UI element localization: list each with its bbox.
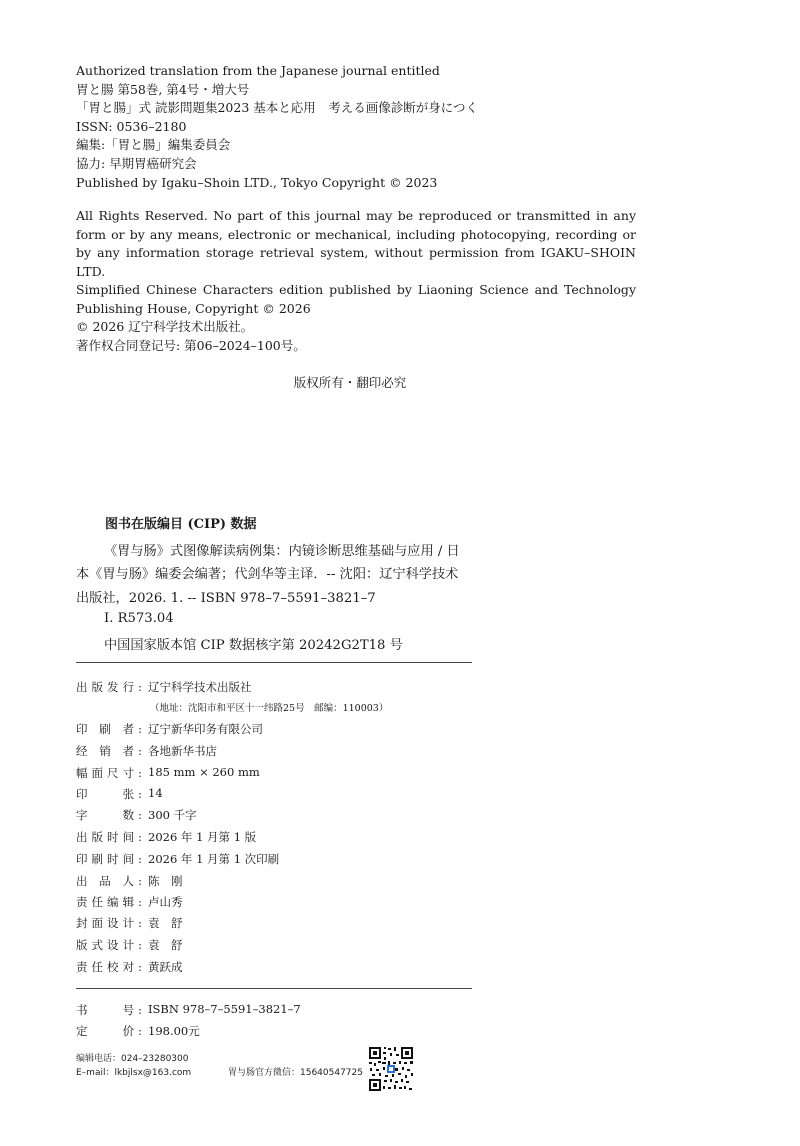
detail-row [76, 915, 183, 931]
simplified-edition-paragraph: Simplified Chinese Characters edition published by Liaoning Science and Technology Publishing House, Copyright © 2026 [76, 282, 636, 316]
copyright-line: 協力: 早期胃癌研究会 [76, 155, 197, 171]
detail-row [76, 765, 260, 781]
detail-row [76, 894, 183, 910]
copyright-block [76, 62, 478, 192]
detail-value: 卢山秀 [148, 895, 183, 909]
rights-paragraph: All Rights Reserved. No part of this journal may be reproduced or transmitted in any form or by any means, electronic or mechanical, including photocopying, recording or by any information storage retrieval system, without permission from IGAKU–SHOIN LTD. [76, 208, 636, 279]
divider [76, 662, 472, 663]
cn-copyright-line: © 2026 辽宁科学技术出版社。 [76, 319, 254, 334]
cip-verify-number: 中国国家版本馆 CIP 数据核字第 20242G2T18 号 [104, 638, 403, 653]
detail-label: 责任编辑: [76, 895, 142, 909]
detail-value: 14 [148, 786, 163, 800]
detail-label: 版式设计: [76, 938, 142, 952]
detail-row [76, 786, 163, 802]
publisher-value: 辽宁科学技术出版社 [148, 680, 252, 694]
detail-label: 出版时间: [76, 830, 142, 844]
isbn-label: 书 号: [76, 1003, 142, 1017]
detail-label: 责任校对: [76, 960, 142, 974]
cip-classification: Ⅰ. R573.04 [104, 611, 174, 626]
detail-row [76, 829, 256, 845]
copyright-line: Published by Igaku–Shoin LTD., Tokyo Copyright © 2023 [76, 174, 438, 190]
editor-email: E–mail：lkbjlsx@163.com [76, 1068, 192, 1078]
detail-label: 封面设计: [76, 916, 142, 930]
qr-code-icon [368, 1046, 414, 1092]
isbn-row [76, 1002, 301, 1018]
detail-value: 袁 舒 [148, 916, 183, 930]
editor-phone: 编辑电话：024–23280300 [76, 1054, 189, 1064]
detail-value: 300 千字 [148, 808, 197, 822]
wechat-id: 胃与肠官方微信：15640547725 [228, 1068, 363, 1078]
detail-value: 袁 舒 [148, 938, 183, 952]
detail-label: 印刷时间: [76, 852, 142, 866]
detail-value: 辽宁新华印务有限公司 [148, 722, 263, 736]
copyright-line: 「胃と腸」式 読影問題集2023 基本と応用 考える画像診断が身につく [76, 100, 479, 116]
detail-value: 2026 年 1 月第 1 版 [148, 830, 257, 844]
detail-row [76, 873, 183, 889]
detail-row [76, 743, 217, 759]
detail-label: 印 张: [76, 787, 142, 801]
detail-label: 出 品 人: [76, 874, 142, 888]
detail-row [76, 851, 279, 867]
detail-row [76, 807, 197, 823]
detail-row [76, 721, 263, 737]
detail-label: 幅面尺寸: [76, 766, 142, 780]
detail-value: 185 mm × 260 mm [148, 765, 260, 779]
detail-label: 经 销 者: [76, 744, 142, 758]
cn-copyright-block [76, 318, 306, 355]
price-value: 198.00元 [148, 1024, 200, 1038]
cip-body: 《胃与肠》式图像解读病例集：内镜诊断思维基础与应用 / 日本《胃与肠》编委会编著；代剑华等主译．-- 沈阳：辽宁科学技术出版社，2026. 1. -- ISBN 978–7–5591–3821–7 [76, 544, 460, 606]
detail-value: 黄跃成 [148, 960, 183, 974]
rights-block [76, 207, 636, 319]
detail-label: 字 数: [76, 808, 142, 822]
detail-value: 2026 年 1 月第 1 次印刷 [148, 852, 280, 866]
detail-label: 印 刷 者: [76, 722, 142, 736]
cip-title: 图书在版编目 (CIP) 数据 [105, 517, 257, 532]
detail-row [76, 959, 183, 975]
cn-copyright-line: 著作权合同登记号: 第06–2024–100号。 [76, 337, 306, 353]
publisher-label: 出版发行: [76, 680, 142, 694]
copyright-line: 編集:「胃と腸」編集委員会 [76, 137, 231, 153]
detail-value: 陈 刚 [148, 874, 183, 888]
copyright-line: Authorized translation from the Japanese journal entitled [76, 63, 440, 78]
detail-row [76, 937, 183, 953]
divider [76, 988, 472, 989]
price-row [76, 1023, 200, 1039]
publisher-row [76, 679, 252, 695]
detail-value: 各地新华书店 [148, 744, 217, 758]
price-label: 定 价: [76, 1024, 142, 1038]
publisher-address: （地址：沈阳市和平区十一纬路25号 邮编：110003） [150, 703, 389, 714]
copyright-line: 胃と腸 第58巻, 第4号・増大号 [76, 81, 250, 97]
all-rights-reserved-cn: 版权所有・翻印必究 [293, 375, 407, 390]
isbn-value: ISBN 978–7–5591–3821–7 [148, 1002, 301, 1016]
copyright-line: ISSN: 0536–2180 [76, 118, 187, 134]
